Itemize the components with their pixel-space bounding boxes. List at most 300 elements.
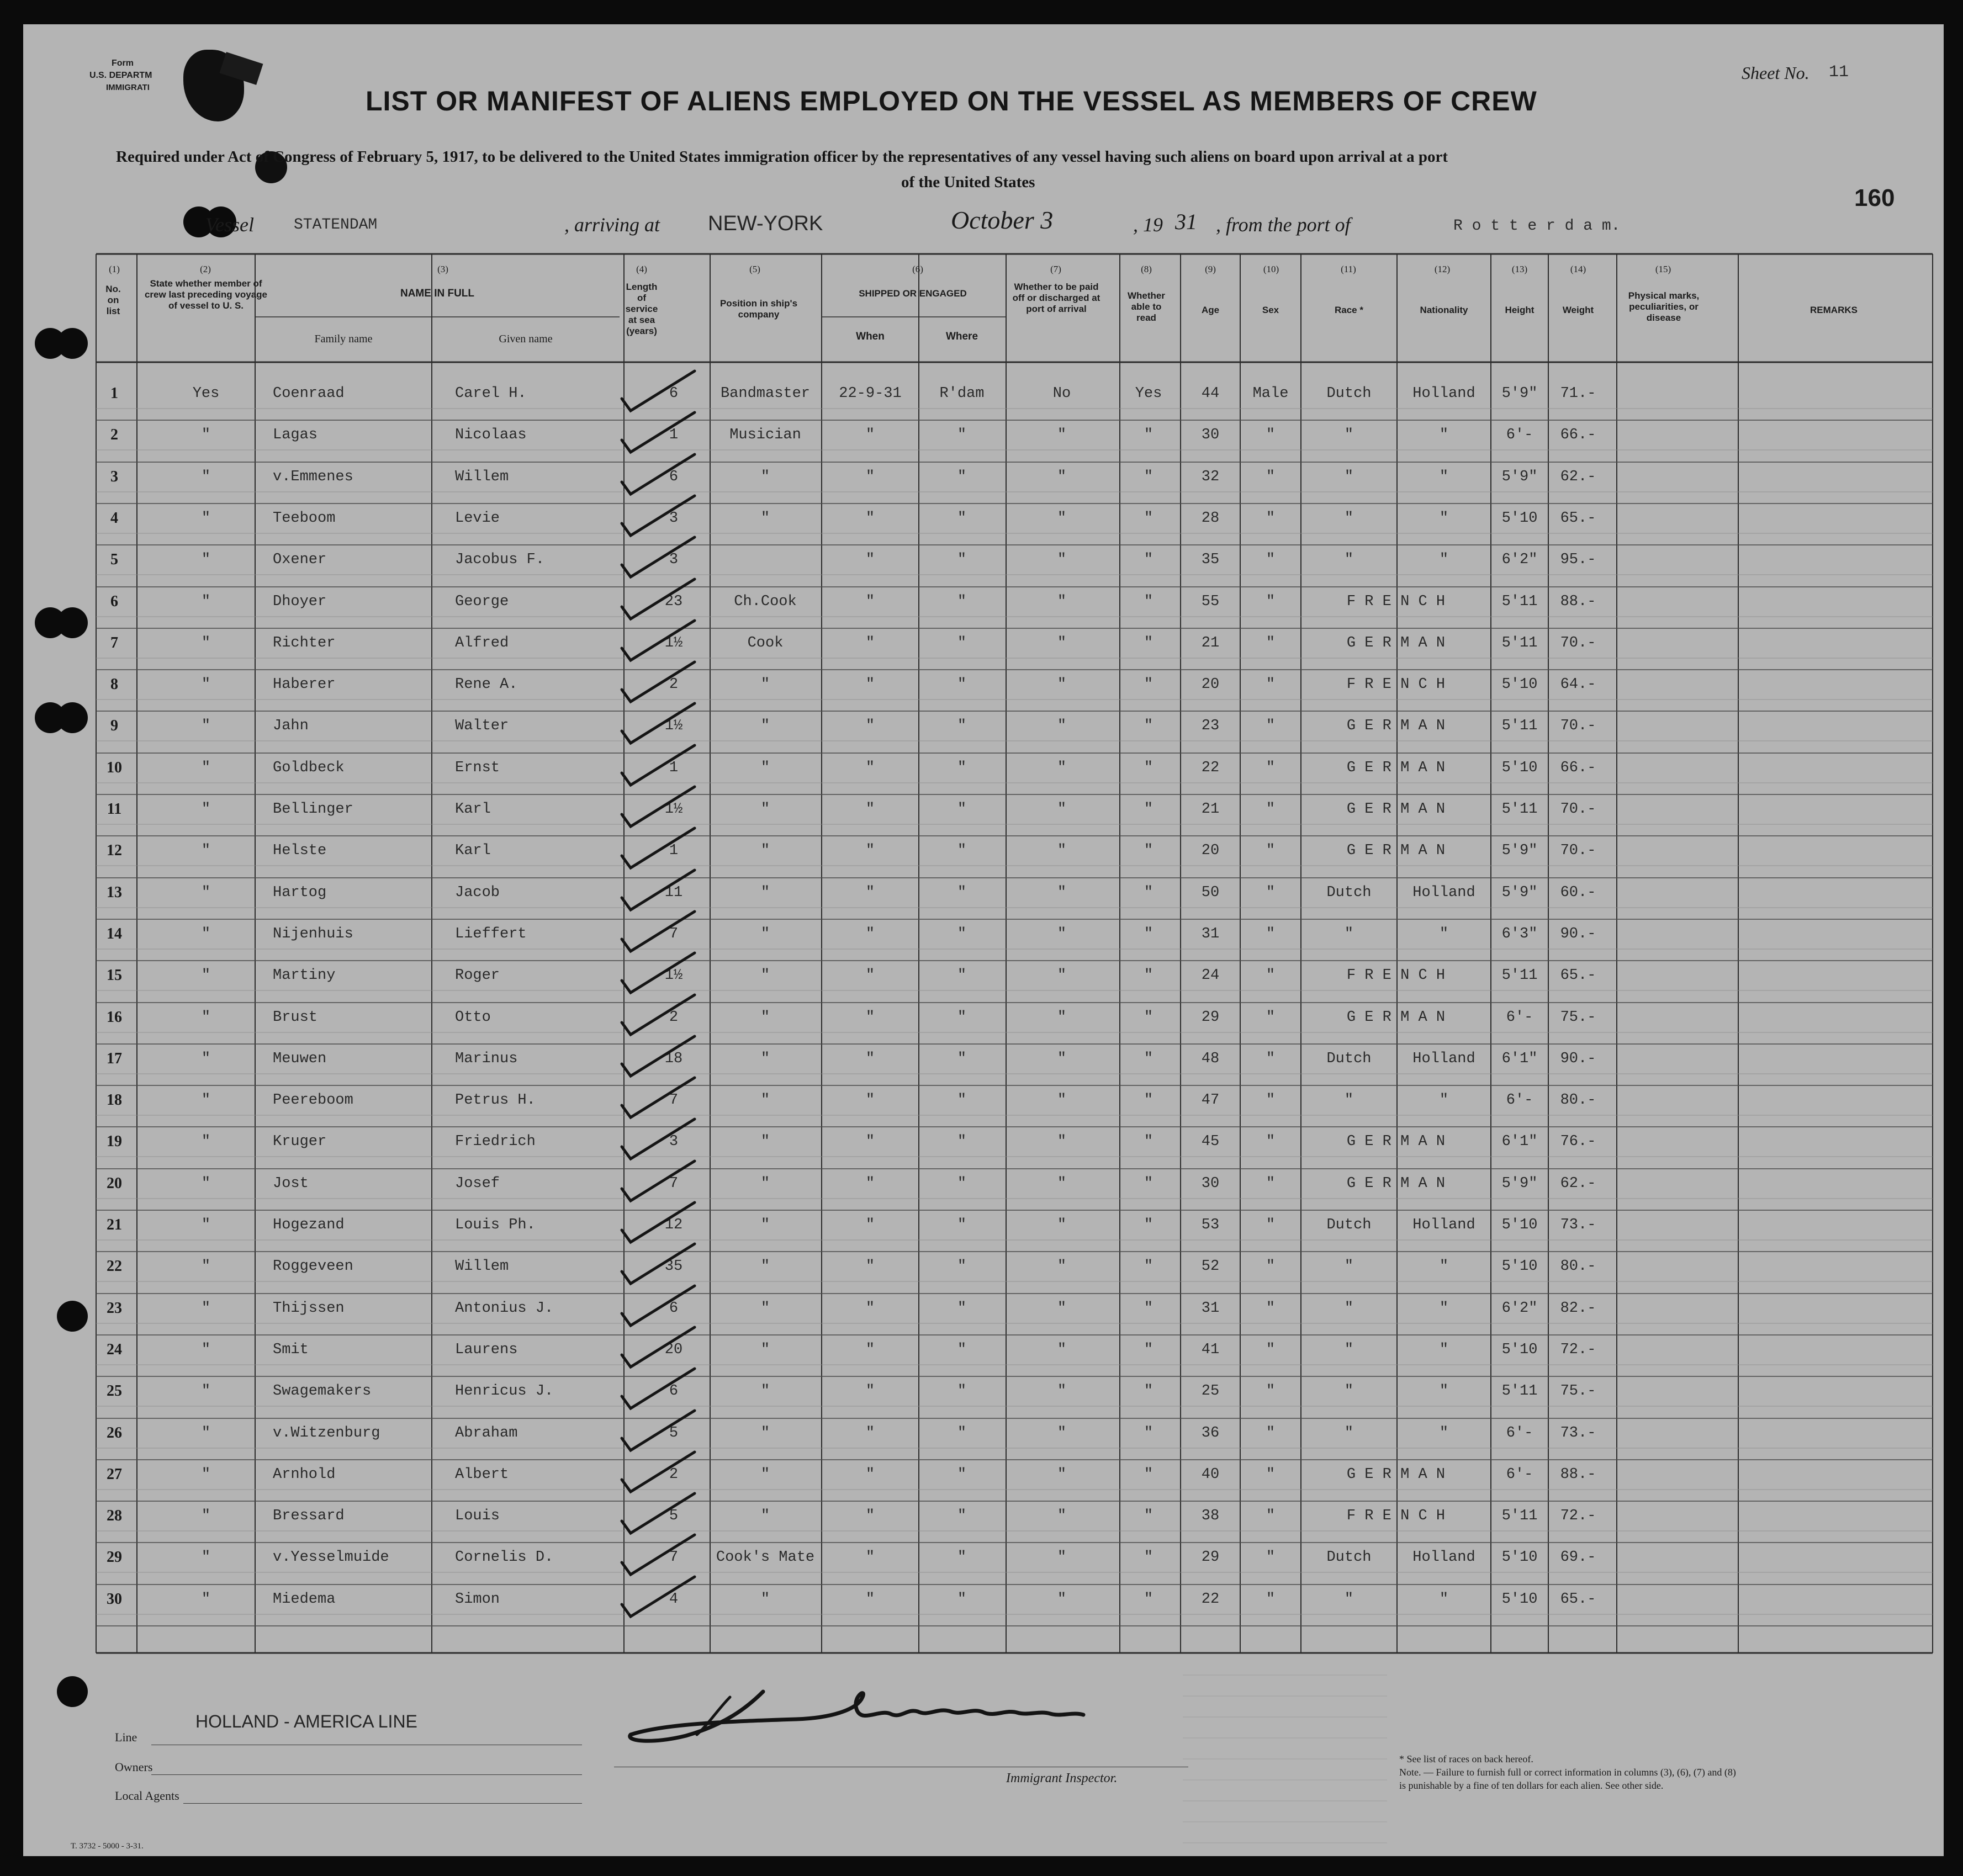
row-number: 29 — [107, 1549, 122, 1566]
member-last-voyage: " — [201, 1258, 211, 1275]
member-last-voyage: " — [201, 1425, 211, 1442]
height: 5'10 — [1501, 1342, 1538, 1358]
paid-off: " — [1057, 967, 1067, 984]
shipped-when: " — [865, 884, 875, 901]
age: 20 — [1201, 842, 1220, 859]
height: 6'3" — [1501, 926, 1538, 942]
family-name: Arnhold — [273, 1466, 336, 1483]
race: F R E N C H — [1346, 676, 1446, 693]
service-years: 5 — [669, 1508, 679, 1524]
position: Bandmaster — [720, 385, 811, 402]
given-name: Carel H. — [455, 385, 527, 402]
requirement-text: Required under Act of Congress of February 5, 1917, to be delivered to the United States immigration officer by the representatives of any vessel having such aliens on board upon arrival at a port — [116, 148, 1448, 166]
position: " — [760, 1300, 770, 1317]
weight: 75.- — [1560, 1383, 1596, 1400]
family-name: Smit — [273, 1342, 309, 1358]
position: Cook — [747, 635, 784, 651]
nationality: " — [1439, 427, 1449, 443]
able-to-read: " — [1144, 1508, 1154, 1524]
paid-off: " — [1057, 469, 1067, 485]
shipped-when: " — [865, 1009, 875, 1026]
able-to-read: " — [1144, 510, 1154, 527]
row-number: 30 — [107, 1591, 122, 1608]
col-number: (4) — [636, 264, 647, 274]
shipped-when: " — [865, 1425, 875, 1442]
shipped-when: " — [865, 967, 875, 984]
service-years: 7 — [669, 926, 679, 942]
position: " — [760, 510, 770, 527]
family-name: Lagas — [273, 427, 318, 443]
header-race: Race * — [1335, 305, 1363, 315]
race: Dutch — [1326, 1051, 1372, 1067]
family-name: Jost — [273, 1175, 309, 1192]
height: 6'- — [1506, 1425, 1533, 1442]
sex: " — [1266, 676, 1276, 693]
age: 41 — [1201, 1342, 1220, 1358]
shipped-where: " — [957, 801, 967, 818]
vessel-label: Vessel — [205, 214, 254, 236]
paid-off: " — [1057, 1342, 1067, 1358]
age: 44 — [1201, 385, 1220, 402]
service-years: 1 — [669, 760, 679, 776]
able-to-read: " — [1144, 1258, 1154, 1275]
nationality: " — [1439, 926, 1449, 942]
member-last-voyage: " — [201, 884, 211, 901]
position: Ch.Cook — [734, 593, 797, 610]
shipped-when: " — [865, 510, 875, 527]
weight: 65.- — [1560, 967, 1596, 984]
col-number: (6) — [912, 264, 923, 274]
able-to-read: " — [1144, 1133, 1154, 1150]
able-to-read: " — [1144, 1591, 1154, 1608]
given-name: Louis Ph. — [455, 1217, 536, 1233]
shipped-where: " — [957, 1217, 967, 1233]
shipped-when: " — [865, 1258, 875, 1275]
position: " — [760, 1425, 770, 1442]
row-number: 24 — [107, 1341, 122, 1358]
shipped-where: " — [957, 1508, 967, 1524]
service-years: 2 — [669, 676, 679, 693]
age: 30 — [1201, 1175, 1220, 1192]
height: 5'10 — [1501, 1258, 1538, 1275]
position: " — [760, 842, 770, 859]
weight: 88.- — [1560, 593, 1596, 610]
member-last-voyage: " — [201, 469, 211, 485]
row-number: 7 — [110, 634, 118, 651]
col-number: (8) — [1141, 264, 1152, 274]
row-number: 2 — [110, 426, 118, 443]
height: 6'2" — [1501, 552, 1538, 568]
able-to-read: " — [1144, 676, 1154, 693]
paid-off: " — [1057, 926, 1067, 942]
race: G E R M A N — [1346, 801, 1446, 818]
height: 6'- — [1506, 427, 1533, 443]
given-name: Henricus J. — [455, 1383, 554, 1400]
family-name: Bressard — [273, 1508, 345, 1524]
given-name: Walter — [455, 718, 509, 734]
height: 5'9" — [1501, 1175, 1538, 1192]
header-weight: Weight — [1562, 305, 1594, 315]
header-where: Where — [945, 331, 978, 342]
weight: 64.- — [1560, 676, 1596, 693]
age: 48 — [1201, 1051, 1220, 1067]
sheet-label: Sheet No. — [1742, 63, 1809, 83]
service-years: 1½ — [664, 801, 683, 818]
position: " — [760, 1258, 770, 1275]
able-to-read: " — [1144, 552, 1154, 568]
service-years: 2 — [669, 1466, 679, 1483]
height: 5'10 — [1501, 1217, 1538, 1233]
row-number: 27 — [107, 1466, 122, 1483]
header-state-whether: State whether member of crew last preceding voyage of vessel to U. S. — [144, 278, 268, 311]
position: " — [760, 926, 770, 942]
age: 47 — [1201, 1092, 1220, 1109]
race: G E R M A N — [1346, 1133, 1446, 1150]
age: 21 — [1201, 801, 1220, 818]
race: G E R M A N — [1346, 1466, 1446, 1483]
member-last-voyage: " — [201, 1175, 211, 1192]
member-last-voyage: " — [201, 1092, 211, 1109]
row-number: 11 — [107, 801, 122, 818]
age: 31 — [1201, 926, 1220, 942]
service-years: 7 — [669, 1175, 679, 1192]
sex: " — [1266, 1217, 1276, 1233]
race: " — [1344, 1591, 1354, 1608]
sex: " — [1266, 635, 1276, 651]
sex: " — [1266, 469, 1276, 485]
header-paid-off: Whether to be paid off or discharged at port of arrival — [1012, 282, 1100, 314]
paid-off: " — [1057, 635, 1067, 651]
header-remarks: REMARKS — [1810, 305, 1858, 315]
header-able-to-read: Whether able to read — [1128, 290, 1165, 323]
nationality: Holland — [1412, 884, 1475, 901]
family-name: Martiny — [273, 967, 336, 984]
sex: " — [1266, 1175, 1276, 1192]
given-name: Karl — [455, 842, 491, 859]
paid-off: " — [1057, 510, 1067, 527]
service-years: 7 — [669, 1092, 679, 1109]
able-to-read: " — [1144, 1549, 1154, 1566]
arriving-label: , arriving at — [564, 214, 660, 236]
age: 21 — [1201, 635, 1220, 651]
nationality: " — [1439, 1425, 1449, 1442]
able-to-read: " — [1144, 1342, 1154, 1358]
race: F R E N C H — [1346, 967, 1446, 984]
nationality: " — [1439, 1300, 1449, 1317]
weight: 76.- — [1560, 1133, 1596, 1150]
given-name: Antonius J. — [455, 1300, 554, 1317]
position: Cook's Mate — [716, 1549, 815, 1566]
shipped-where: " — [957, 1425, 967, 1442]
able-to-read: " — [1144, 1466, 1154, 1483]
weight: 80.- — [1560, 1258, 1596, 1275]
paid-off: " — [1057, 1383, 1067, 1400]
shipped-when: " — [865, 1051, 875, 1067]
sex: " — [1266, 842, 1276, 859]
col-number: (7) — [1050, 264, 1061, 274]
shipped-where: " — [957, 1591, 967, 1608]
paid-off: " — [1057, 593, 1067, 610]
paid-off: " — [1057, 842, 1067, 859]
member-last-voyage: " — [201, 1342, 211, 1358]
header-name-in-full: NAME IN FULL — [400, 288, 475, 299]
sex: " — [1266, 427, 1276, 443]
weight: 80.- — [1560, 1092, 1596, 1109]
from-label: , from the port of — [1216, 214, 1351, 236]
shipped-when: " — [865, 1466, 875, 1483]
header-family-name: Family name — [314, 333, 373, 345]
header-height: Height — [1505, 305, 1535, 315]
paid-off: " — [1057, 1217, 1067, 1233]
manifest-sheet — [23, 24, 1944, 1856]
row-number: 8 — [110, 676, 118, 693]
given-name: Willem — [455, 469, 509, 485]
shipped-where: " — [957, 926, 967, 942]
weight: 75.- — [1560, 1009, 1596, 1026]
shipped-where: " — [957, 1549, 967, 1566]
col-number: (12) — [1434, 264, 1451, 274]
family-name: Dhoyer — [273, 593, 327, 610]
age: 32 — [1201, 469, 1220, 485]
sex: " — [1266, 1051, 1276, 1067]
family-name: Bellinger — [273, 801, 353, 818]
position: " — [760, 1342, 770, 1358]
row-number: 10 — [107, 759, 122, 776]
able-to-read: " — [1144, 760, 1154, 776]
sex: " — [1266, 510, 1276, 527]
paid-off: " — [1057, 427, 1067, 443]
row-number: 15 — [107, 967, 122, 984]
given-name: Albert — [455, 1466, 509, 1483]
able-to-read: " — [1144, 1425, 1154, 1442]
service-years: 1½ — [664, 718, 683, 734]
shipped-where: " — [957, 552, 967, 568]
shipped-where: " — [957, 842, 967, 859]
paid-off: " — [1057, 718, 1067, 734]
nationality: Holland — [1412, 1051, 1475, 1067]
age: 40 — [1201, 1466, 1220, 1483]
form-code: T. 3732 - 5000 - 3-31. — [71, 1842, 144, 1851]
service-years: 35 — [664, 1258, 683, 1275]
shipped-when: " — [865, 427, 875, 443]
weight: 60.- — [1560, 884, 1596, 901]
penalty-note-2: is punishable by a fine of ten dollars for each alien. See other side. — [1399, 1780, 1664, 1791]
given-name: Levie — [455, 510, 500, 527]
paid-off: " — [1057, 801, 1067, 818]
given-name: Ernst — [455, 760, 500, 776]
age: 38 — [1201, 1508, 1220, 1524]
service-years: 1 — [669, 842, 679, 859]
age: 29 — [1201, 1009, 1220, 1026]
shipped-when: " — [865, 593, 875, 610]
paid-off: " — [1057, 1508, 1067, 1524]
position: Musician — [729, 427, 801, 443]
member-last-voyage: " — [201, 552, 211, 568]
sex: " — [1266, 593, 1276, 610]
sex: " — [1266, 926, 1276, 942]
height: 5'11 — [1501, 1383, 1538, 1400]
races-note: * See list of races on back hereof. — [1399, 1753, 1533, 1764]
member-last-voyage: Yes — [192, 385, 220, 402]
sex: " — [1266, 1508, 1276, 1524]
row-number: 22 — [107, 1258, 122, 1275]
able-to-read: " — [1144, 967, 1154, 984]
given-name: Nicolaas — [455, 427, 527, 443]
row-number: 1 — [110, 385, 118, 402]
shipped-when: " — [865, 1591, 875, 1608]
service-years: 3 — [669, 1133, 679, 1150]
weight: 70.- — [1560, 718, 1596, 734]
able-to-read: " — [1144, 427, 1154, 443]
member-last-voyage: " — [201, 593, 211, 610]
race: " — [1344, 926, 1354, 942]
race: " — [1344, 510, 1354, 527]
row-number: 16 — [107, 1009, 122, 1026]
service-years: 7 — [669, 1549, 679, 1566]
height: 5'11 — [1501, 635, 1538, 651]
sex: " — [1266, 1300, 1276, 1317]
race: " — [1344, 1342, 1354, 1358]
height: 6'- — [1506, 1466, 1533, 1483]
shipped-where: " — [957, 676, 967, 693]
sex: " — [1266, 967, 1276, 984]
row-number: 19 — [107, 1133, 122, 1150]
shipped-when: " — [865, 1383, 875, 1400]
given-name: Louis — [455, 1508, 500, 1524]
position: " — [760, 1051, 770, 1067]
sex: " — [1266, 760, 1276, 776]
able-to-read: " — [1144, 926, 1154, 942]
shipped-where: " — [957, 1051, 967, 1067]
position: " — [760, 801, 770, 818]
position: " — [760, 676, 770, 693]
height: 5'9" — [1501, 884, 1538, 901]
family-name: Helste — [273, 842, 327, 859]
col-number: (9) — [1205, 264, 1216, 274]
row-number: 18 — [107, 1091, 122, 1109]
vessel-name: STATENDAM — [294, 216, 378, 234]
owners-rule — [151, 1774, 582, 1775]
sex: " — [1266, 1258, 1276, 1275]
sex: " — [1266, 1009, 1276, 1026]
sex: " — [1266, 718, 1276, 734]
given-name: Jacobus F. — [455, 552, 545, 568]
shipped-where: " — [957, 427, 967, 443]
height: 5'10 — [1501, 1549, 1538, 1566]
age: 24 — [1201, 967, 1220, 984]
given-name: Friedrich — [455, 1133, 536, 1150]
race: F R E N C H — [1346, 1508, 1446, 1524]
header-physical-marks: Physical marks, peculiarities, or disease — [1628, 290, 1700, 323]
shipped-when: " — [865, 1549, 875, 1566]
shipped-where: " — [957, 1009, 967, 1026]
weight: 66.- — [1560, 760, 1596, 776]
family-name: Oxener — [273, 552, 327, 568]
given-name: Simon — [455, 1591, 500, 1608]
weight: 73.- — [1560, 1217, 1596, 1233]
nationality: " — [1439, 1258, 1449, 1275]
service-years: 11 — [664, 884, 683, 901]
service-years: 20 — [664, 1342, 683, 1358]
arrival-date: October 3 — [951, 206, 1054, 234]
sex: " — [1266, 1383, 1276, 1400]
row-number: 28 — [107, 1507, 122, 1524]
weight: 72.- — [1560, 1342, 1596, 1358]
shipped-when: " — [865, 676, 875, 693]
able-to-read: " — [1144, 718, 1154, 734]
member-last-voyage: " — [201, 1508, 211, 1524]
able-to-read: " — [1144, 1009, 1154, 1026]
race: " — [1344, 552, 1354, 568]
weight: 88.- — [1560, 1466, 1596, 1483]
given-name: Cornelis D. — [455, 1549, 554, 1566]
weight: 72.- — [1560, 1508, 1596, 1524]
height: 5'11 — [1501, 718, 1538, 734]
race: G E R M A N — [1346, 635, 1446, 651]
race: G E R M A N — [1346, 1009, 1446, 1026]
member-last-voyage: " — [201, 1051, 211, 1067]
able-to-read: Yes — [1135, 385, 1162, 402]
age: 52 — [1201, 1258, 1220, 1275]
given-name: Marinus — [455, 1051, 518, 1067]
sex: " — [1266, 1342, 1276, 1358]
shipped-when: " — [865, 1217, 875, 1233]
able-to-read: " — [1144, 635, 1154, 651]
able-to-read: " — [1144, 1092, 1154, 1109]
weight: 73.- — [1560, 1425, 1596, 1442]
nationality: " — [1439, 1383, 1449, 1400]
family-name: v.Emmenes — [273, 469, 353, 485]
paid-off: No — [1052, 385, 1071, 402]
position: " — [760, 718, 770, 734]
family-name: Haberer — [273, 676, 336, 693]
given-name: Rene A. — [455, 676, 518, 693]
height: 6'2" — [1501, 1300, 1538, 1317]
family-name: Teeboom — [273, 510, 336, 527]
race: " — [1344, 1092, 1354, 1109]
shipped-when: " — [865, 1508, 875, 1524]
height: 6'1" — [1501, 1133, 1538, 1150]
departure-port: R o t t e r d a m. — [1453, 218, 1621, 235]
shipped-when: " — [865, 635, 875, 651]
header-no-on-list: No. on list — [105, 284, 121, 316]
race: Dutch — [1326, 1549, 1372, 1566]
service-years: 1½ — [664, 635, 683, 651]
sex: " — [1266, 1549, 1276, 1566]
member-last-voyage: " — [201, 1466, 211, 1483]
service-years: 3 — [669, 510, 679, 527]
shipped-where: " — [957, 1466, 967, 1483]
service-years: 6 — [669, 385, 679, 402]
given-name: Abraham — [455, 1425, 518, 1442]
race: " — [1344, 469, 1354, 485]
height: 5'9" — [1501, 842, 1538, 859]
shipped-where: " — [957, 967, 967, 984]
service-years: 6 — [669, 1383, 679, 1400]
sex: " — [1266, 884, 1276, 901]
race: " — [1344, 1300, 1354, 1317]
height: 6'1" — [1501, 1051, 1538, 1067]
position: " — [760, 1383, 770, 1400]
local-agents-label: Local Agents — [115, 1789, 179, 1803]
weight: 65.- — [1560, 510, 1596, 527]
header-position: Position in ship's company — [719, 298, 798, 320]
sex: " — [1266, 1092, 1276, 1109]
given-name: Alfred — [455, 635, 509, 651]
member-last-voyage: " — [201, 1300, 211, 1317]
member-last-voyage: " — [201, 1009, 211, 1026]
owners-label: Owners — [115, 1760, 153, 1774]
